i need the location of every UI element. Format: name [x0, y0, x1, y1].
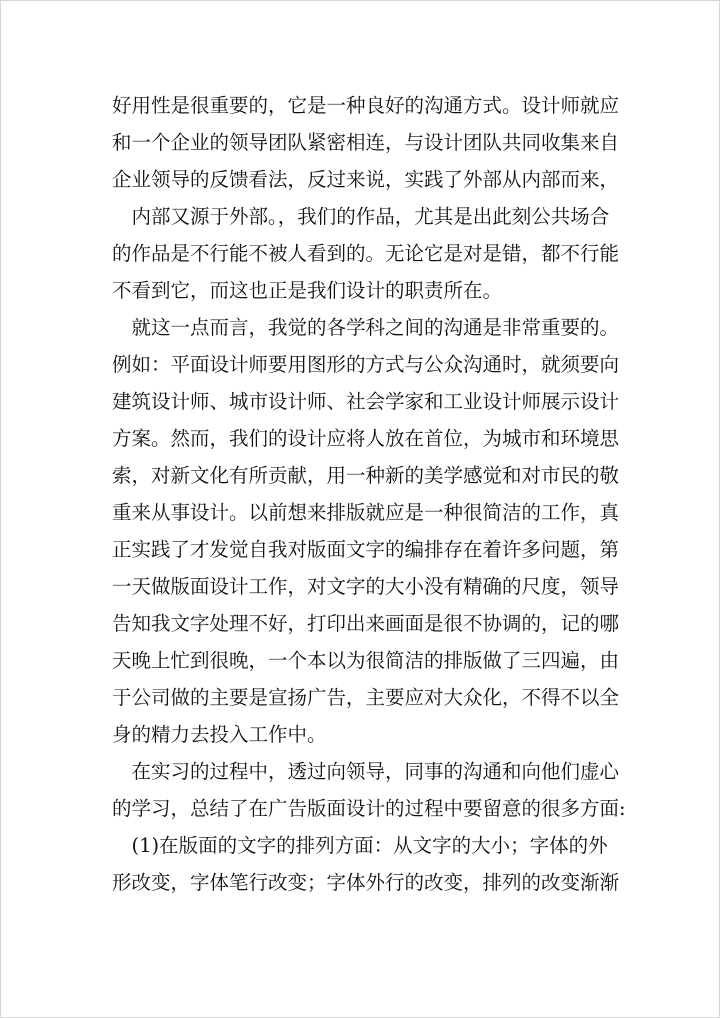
text-line-9: 建筑设计师、城市设计师、社会学家和工业设计师展示设计: [112, 390, 620, 413]
text-line-22: 形改变，字体笔行改变；字体外行的改变，排列的改变渐渐: [112, 871, 620, 894]
text-line-12: 重来从事设计。以前想来排版就应是一种很简洁的工作，真: [112, 501, 620, 524]
text-line-18: 身的精力去投入工作中。: [112, 723, 327, 746]
text-line-19: 在实习的过程中，透过向领导，同事的沟通和向他们虚心: [112, 760, 620, 783]
text-line-5: 的作品是不行能不被人看到的。无论它是对是错，都不行能: [112, 242, 620, 265]
text-line-10: 方案。然而，我们的设计应将人放在首位，为城市和环境思: [112, 427, 620, 450]
text-line-8: 例如：平面设计师要用图形的方式与公众沟通时，就须要向: [112, 353, 620, 376]
text-line-1: 好用性是很重要的，它是一种良好的沟通方式。设计师就应: [112, 94, 620, 117]
text-line-13: 正实践了才发觉自我对版面文字的编排存在着许多问题，第: [112, 538, 620, 561]
document-body: [112, 87, 626, 901]
text-line-7: 就这一点而言，我觉的各学科之间的沟通是非常重要的。: [112, 316, 620, 339]
text-line-2: 和一个企业的领导团队紧密相连，与设计团队共同收集来自: [112, 131, 620, 154]
text-line-20: 的学习，总结了在广告版面设计的过程中要留意的很多方面:: [112, 797, 626, 820]
text-line-14: 一天做版面设计工作，对文字的大小没有精确的尺度，领导: [112, 575, 620, 598]
text-line-11: 索，对新文化有所贡献，用一种新的美学感觉和对市民的敬: [112, 464, 620, 487]
text-line-4: 内部又源于外部。，我们的作品，尤其是出此刻公共场合: [112, 205, 610, 228]
text-line-21: (1)在版面的文字的排列方面：从文字的大小；字体的外: [112, 834, 608, 857]
text-line-16: 天晚上忙到很晚，一个本以为很简洁的排版做了三四遍，由: [112, 649, 620, 672]
text-line-3: 企业领导的反馈看法，反过来说，实践了外部从内部而来，: [112, 168, 620, 191]
text-line-6: 不看到它，而这也正是我们设计的职责所在。: [112, 279, 503, 302]
text-line-15: 告知我文字处理不好，打印出来画面是很不协调的，记的哪: [112, 612, 620, 635]
text-line-17: 于公司做的主要是宣扬广告，主要应对大众化，不得不以全: [112, 686, 620, 709]
